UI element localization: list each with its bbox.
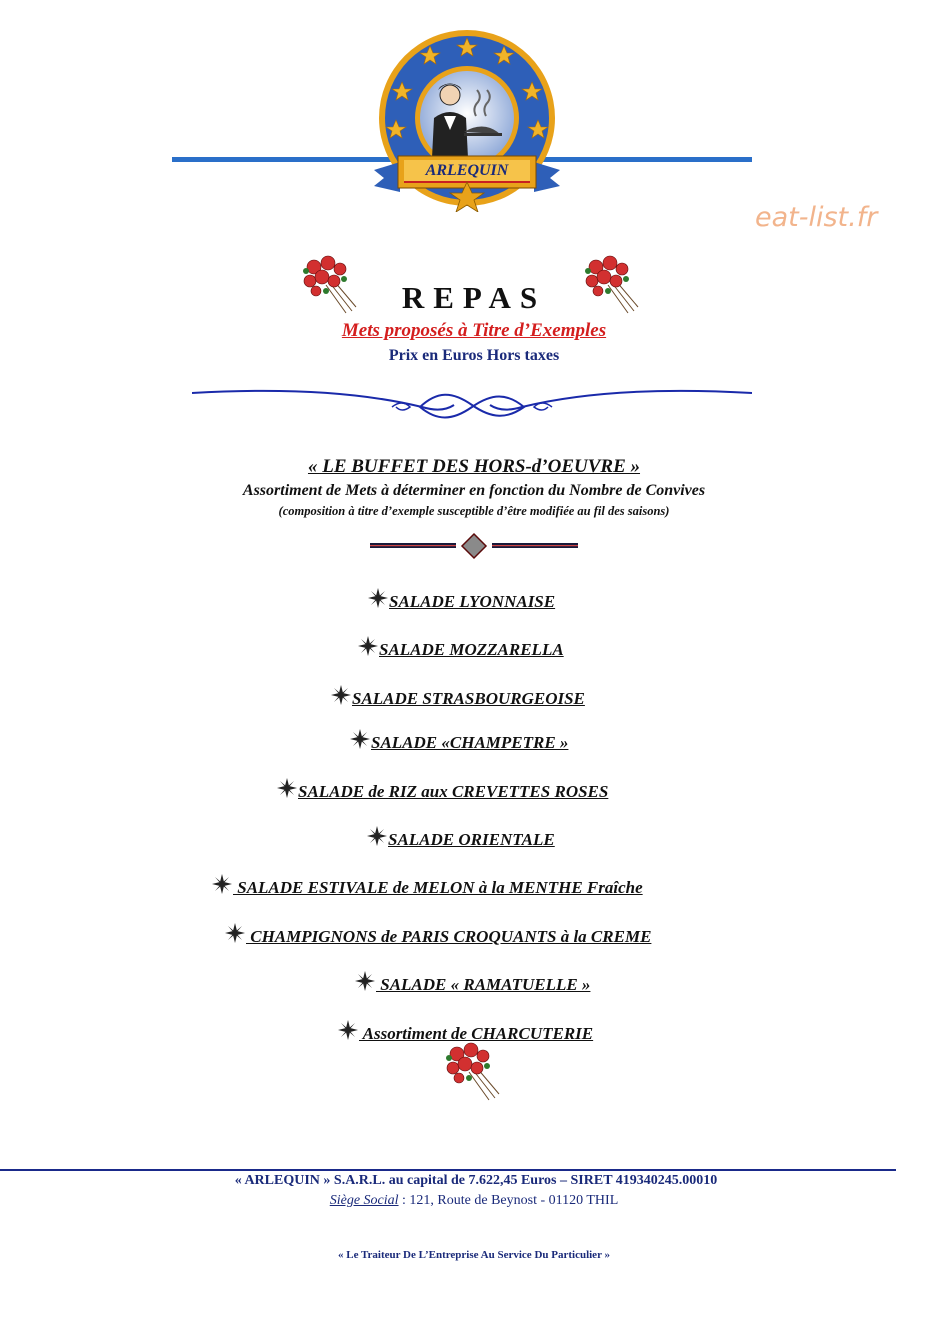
menu-item-label: SALADE ORIENTALE (388, 830, 555, 849)
compass-star-icon (367, 826, 387, 846)
menu-item-label: SALADE ESTIVALE de MELON à la MENTHE Fraîche (233, 878, 643, 897)
compass-star-icon (331, 685, 351, 705)
flourish-ornament (192, 385, 752, 421)
compass-star-icon (338, 1020, 358, 1040)
footer-address-label: Siège Social (329, 1193, 399, 1208)
footer-tagline: « Le Traiteur De L’Entreprise Au Service Du Particulier » (337, 1249, 610, 1261)
logo-text: ARLEQUIN (425, 162, 509, 179)
compass-star-icon (212, 874, 232, 894)
price-note: Prix en Euros Hors taxes (388, 347, 560, 364)
menu-item (350, 729, 568, 753)
menu-item-label: SALADE LYONNAISE (389, 592, 556, 611)
compass-star-icon (355, 971, 375, 991)
watermark: eat-list.fr (755, 202, 878, 233)
section-description: Assortiment de Mets à déterminer en fonction du Nombre de Convives (242, 482, 706, 499)
menu-item-label: SALADE «CHAMPETRE » (371, 733, 569, 752)
footer-address-text: : 121, Route de Beynost - 01120 THIL (398, 1193, 619, 1208)
menu-item (367, 826, 555, 850)
menu-item-label: SALADE de RIZ aux CREVETTES ROSES (298, 782, 609, 801)
compass-star-icon (358, 636, 378, 656)
section-title: « LE BUFFET DES HORS-d’OEUVRE » (307, 456, 641, 477)
menu-item (212, 874, 643, 898)
menu-item (225, 923, 651, 947)
page-subtitle: Mets proposés à Titre d’Exemples (341, 320, 607, 341)
page-title: REPAS (401, 280, 547, 315)
menu-item-label: SALADE « RAMATUELLE » (376, 975, 591, 994)
menu-item-label: SALADE STRASBOURGEOISE (352, 689, 585, 708)
footer-company: « ARLEQUIN » S.A.R.L. au capital de 7.622,45 Euros – SIRET 419340245.00010 (234, 1173, 718, 1188)
footer-address (0, 1193, 948, 1209)
compass-star-icon (225, 923, 245, 943)
menu-item (355, 971, 590, 995)
menu-item (277, 778, 608, 802)
compass-star-icon (368, 588, 388, 608)
menu-item-label: CHAMPIGNONS de PARIS CROQUANTS à la CREME (246, 927, 652, 946)
menu-item-label: Assortiment de CHARCUTERIE (359, 1024, 594, 1043)
diamond-divider (370, 532, 578, 560)
roses-bouquet-icon (443, 1040, 505, 1102)
section-note: (composition à titre d’exemple susceptible d’être modifiée au fil des saisons) (278, 504, 670, 518)
menu-item (358, 636, 564, 660)
compass-star-icon (277, 778, 297, 798)
menu-item-label: SALADE MOZZARELLA (379, 640, 564, 659)
menu-item (368, 588, 555, 612)
footer-divider (0, 1169, 896, 1171)
arlequin-logo (372, 30, 562, 212)
menu-item (331, 685, 585, 709)
compass-star-icon (350, 729, 370, 749)
